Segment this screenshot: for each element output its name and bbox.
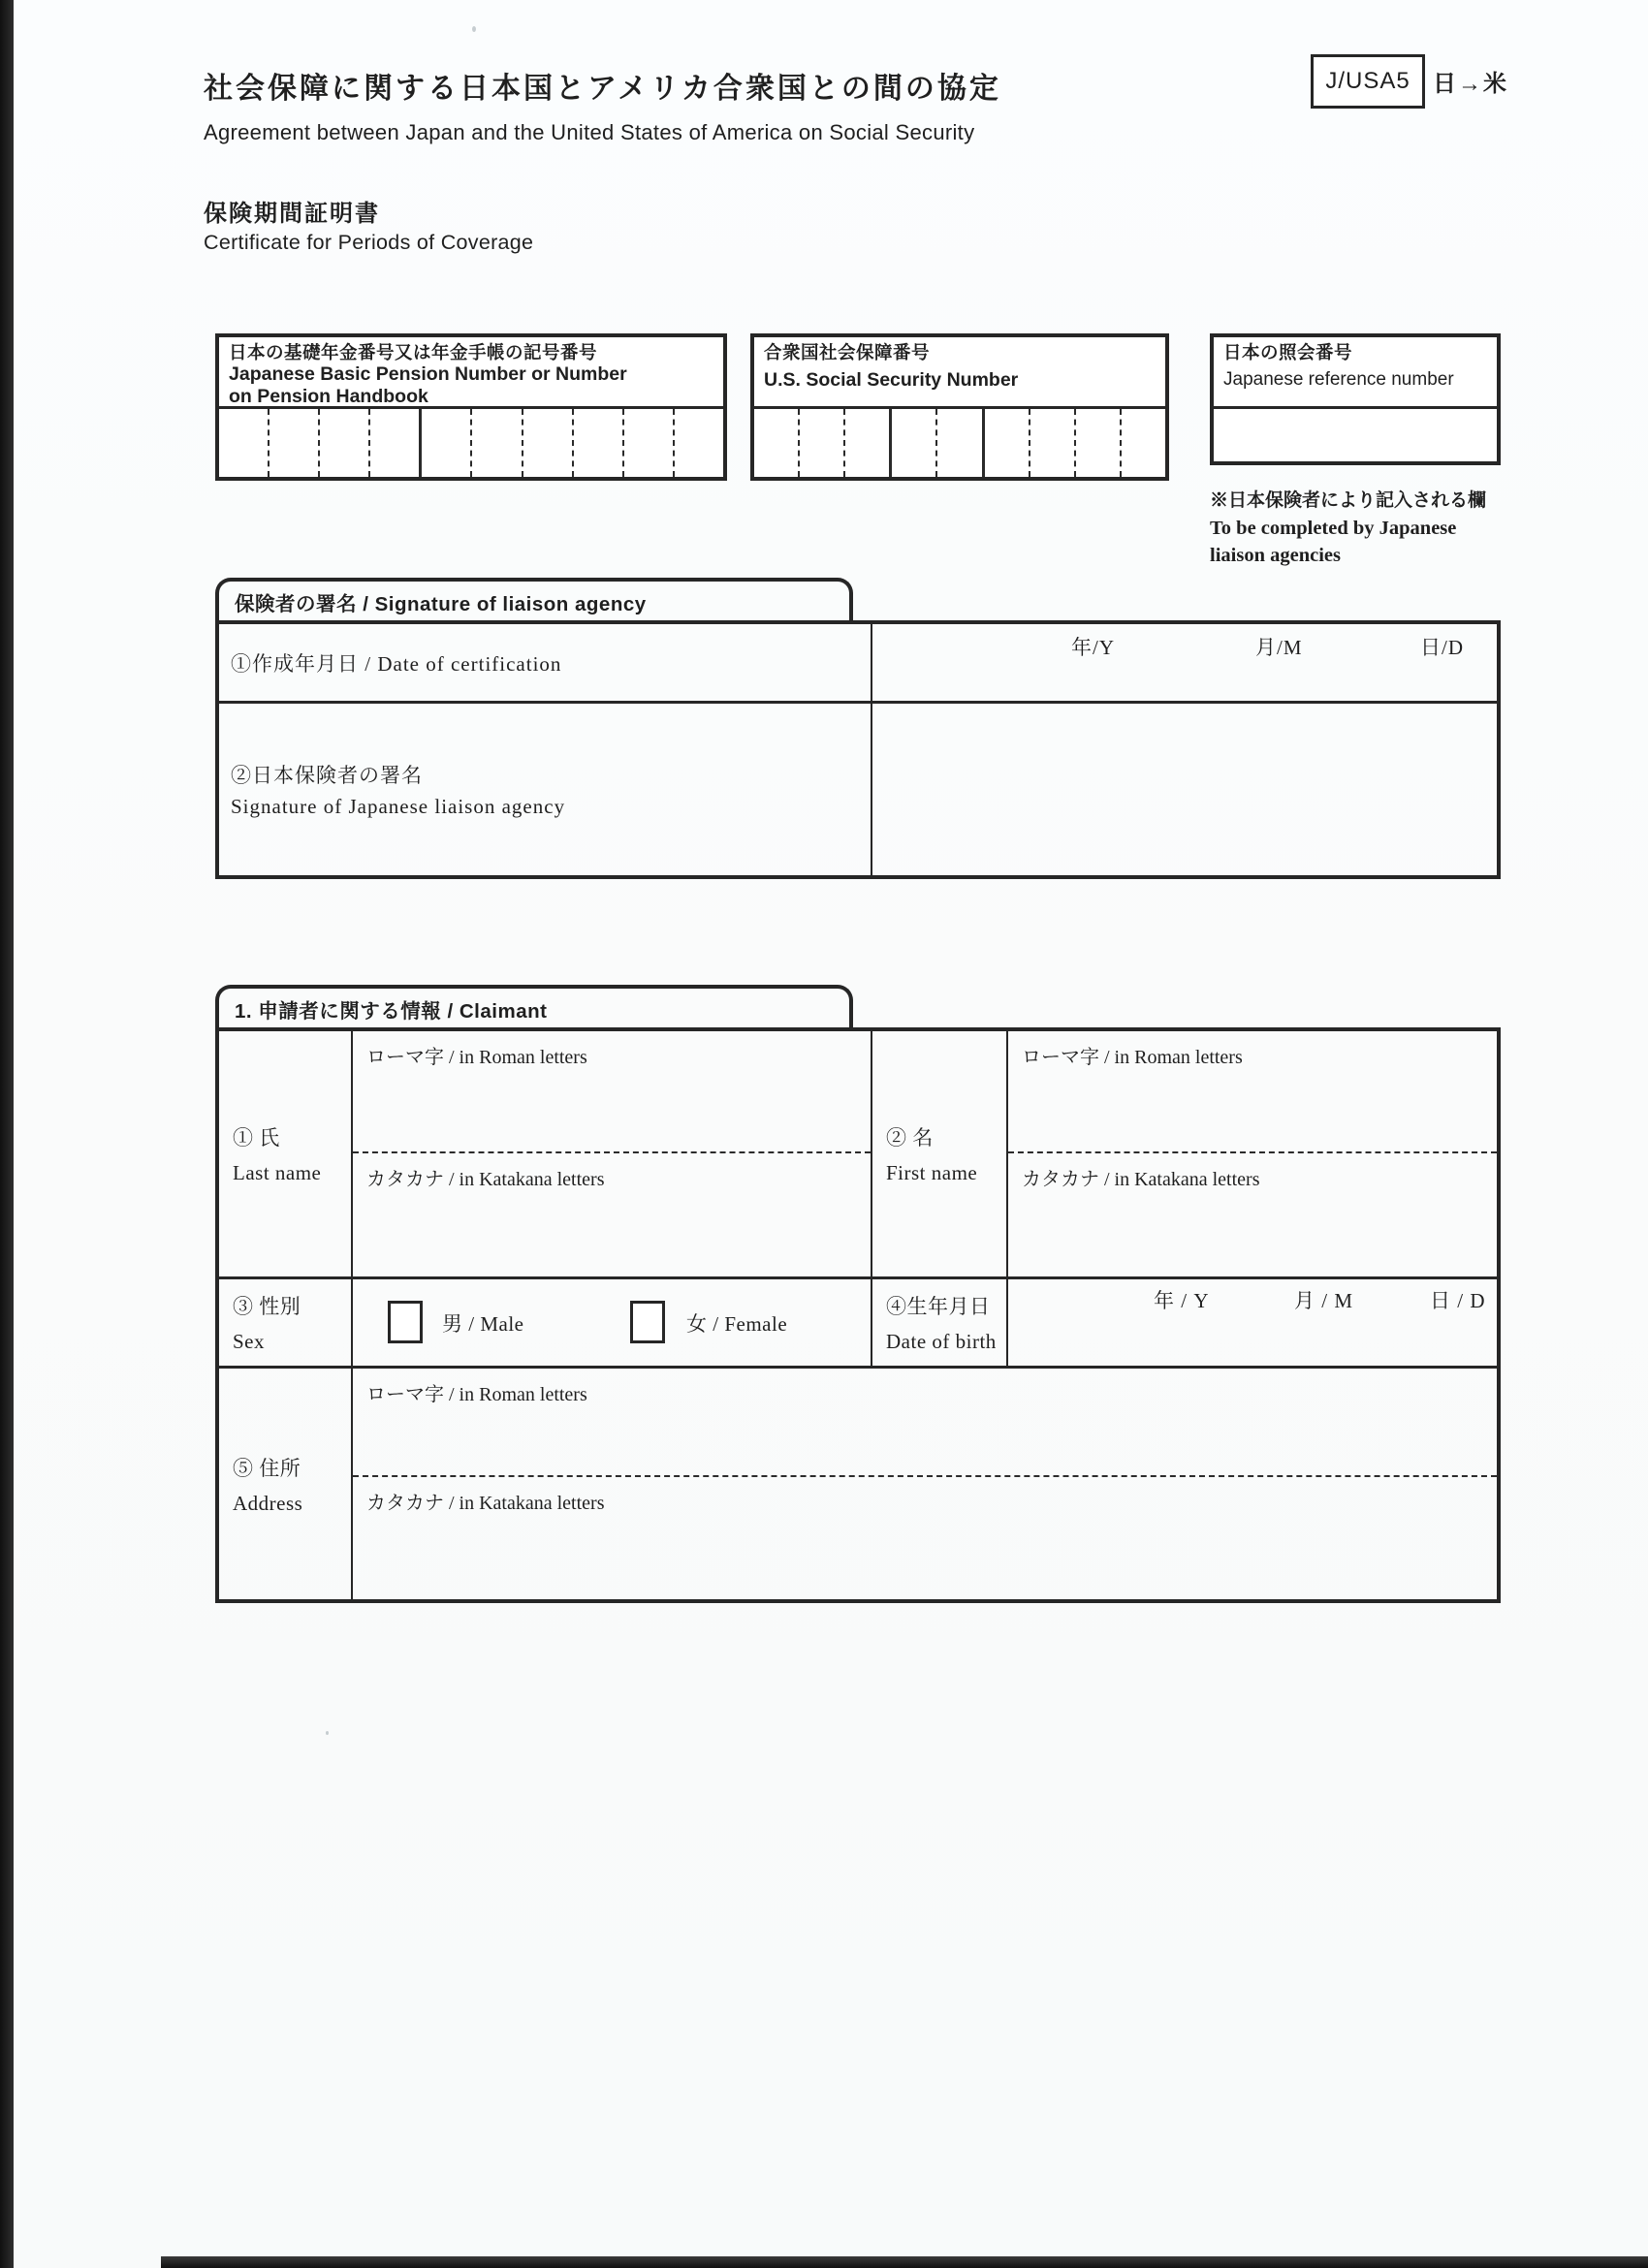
first-name-katakana-field[interactable] bbox=[1008, 1153, 1497, 1276]
agency-signature-row bbox=[219, 704, 1497, 875]
digit-cell[interactable] bbox=[754, 409, 798, 477]
digit-cell[interactable] bbox=[219, 409, 268, 477]
signature-section-title: 保険者の署名 / Signature of liaison agency bbox=[235, 593, 647, 615]
pension-number-box bbox=[215, 333, 727, 481]
signature-table bbox=[215, 620, 1501, 879]
female-checkbox[interactable] bbox=[630, 1301, 665, 1343]
ssn-label-jp: 合衆国社会保障番号 bbox=[764, 342, 931, 362]
digit-cell[interactable] bbox=[673, 409, 723, 477]
ssn-cells[interactable] bbox=[754, 409, 1165, 477]
roman-letters-label: ローマ字 / in Roman letters bbox=[366, 1384, 587, 1405]
form-title-japanese: 社会保障に関する日本国とアメリカ合衆国との間の協定 bbox=[204, 73, 1001, 105]
scan-edge-bottom bbox=[161, 2256, 1648, 2268]
address-row bbox=[219, 1369, 1497, 1599]
pension-number-label-en-2: on Pension Handbook bbox=[229, 385, 428, 407]
agency-signature-label-en: Signature of Japanese liaison agency bbox=[231, 795, 566, 818]
digit-cell[interactable] bbox=[798, 409, 843, 477]
digit-cell[interactable] bbox=[843, 409, 889, 477]
claimant-table bbox=[215, 1027, 1501, 1603]
digit-cell[interactable] bbox=[522, 409, 572, 477]
sex-dob-row bbox=[219, 1279, 1497, 1369]
last-name-label bbox=[219, 1031, 351, 1276]
first-name-label-en: First name bbox=[886, 1161, 978, 1184]
year-unit-label: 年 / Y bbox=[1154, 1289, 1210, 1312]
last-name-label-jp: ① 氏 bbox=[233, 1126, 280, 1150]
dob-label-jp: ④生年月日 bbox=[886, 1295, 991, 1318]
digit-cell[interactable] bbox=[935, 409, 981, 477]
document-title-japanese: 保険期間証明書 bbox=[204, 201, 380, 227]
certification-date-row bbox=[219, 624, 1497, 704]
first-name-label bbox=[871, 1031, 1006, 1276]
ssn-header bbox=[754, 337, 1165, 409]
katakana-letters-label: カタカナ / in Katakana letters bbox=[366, 1493, 605, 1514]
direction-label: 日→米 bbox=[1433, 71, 1508, 97]
dob-label bbox=[871, 1279, 1006, 1366]
digit-cell[interactable] bbox=[889, 409, 935, 477]
claimant-section-title: 1. 申請者に関する情報 / Claimant bbox=[235, 1000, 548, 1023]
male-checkbox[interactable] bbox=[388, 1301, 423, 1343]
form-title-english: Agreement between Japan and the United States of America on Social Security bbox=[204, 120, 975, 144]
katakana-letters-label: カタカナ / in Katakana letters bbox=[366, 1169, 605, 1190]
reference-number-label-jp: 日本の照会番号 bbox=[1223, 342, 1353, 362]
ssn-label-en: U.S. Social Security Number bbox=[764, 368, 1019, 391]
digit-cell[interactable] bbox=[622, 409, 673, 477]
certification-date-label: ①作成年月日 / Date of certification bbox=[219, 624, 872, 701]
sex-cell bbox=[351, 1279, 871, 1366]
digit-cell[interactable] bbox=[368, 409, 419, 477]
female-checkbox-label: 女 / Female bbox=[686, 1311, 788, 1336]
liaison-note-jp: ※日本保険者により記入される欄 bbox=[1210, 490, 1487, 511]
agency-signature-field[interactable] bbox=[872, 704, 1497, 875]
form-code-box bbox=[1311, 54, 1425, 109]
pension-number-cells[interactable] bbox=[219, 409, 723, 477]
ssn-box bbox=[750, 333, 1169, 481]
reference-number-label-en: Japanese reference number bbox=[1223, 368, 1454, 390]
katakana-letters-label: カタカナ / in Katakana letters bbox=[1022, 1169, 1260, 1190]
sex-label-jp: ③ 性別 bbox=[233, 1295, 301, 1318]
day-unit-label: 日 / D bbox=[1430, 1289, 1486, 1312]
agency-signature-label-jp: ②日本保険者の署名 bbox=[231, 764, 423, 787]
year-unit-label: 年/Y bbox=[1071, 636, 1115, 659]
digit-cell[interactable] bbox=[572, 409, 622, 477]
last-name-cell bbox=[351, 1031, 871, 1276]
day-unit-label: 日/D bbox=[1420, 636, 1464, 659]
claimant-section-tab bbox=[215, 985, 853, 1029]
digit-cell[interactable] bbox=[1120, 409, 1165, 477]
address-cell bbox=[351, 1369, 1497, 1599]
month-unit-label: 月 / M bbox=[1294, 1289, 1354, 1312]
address-label bbox=[219, 1369, 351, 1599]
agency-signature-label bbox=[219, 704, 872, 875]
signature-section-tab bbox=[215, 578, 853, 622]
last-name-katakana-field[interactable] bbox=[353, 1153, 871, 1276]
pension-number-label-en-1: Japanese Basic Pension Number or Number bbox=[229, 362, 627, 385]
address-katakana-field[interactable] bbox=[353, 1477, 1497, 1599]
last-name-label-en: Last name bbox=[233, 1161, 322, 1184]
first-name-roman-field[interactable] bbox=[1008, 1031, 1497, 1153]
form-code: J/USA5 bbox=[1325, 68, 1410, 94]
first-name-cell bbox=[1006, 1031, 1497, 1276]
digit-cell[interactable] bbox=[470, 409, 521, 477]
name-row bbox=[219, 1031, 1497, 1279]
liaison-note-en-2: liaison agencies bbox=[1210, 545, 1341, 567]
scan-edge-left bbox=[0, 0, 14, 2268]
sex-label bbox=[219, 1279, 351, 1366]
address-roman-field[interactable] bbox=[353, 1369, 1497, 1477]
last-name-roman-field[interactable] bbox=[353, 1031, 871, 1153]
digit-cell[interactable] bbox=[1074, 409, 1120, 477]
pension-number-label-jp: 日本の基礎年金番号又は年金手帳の記号番号 bbox=[229, 342, 598, 362]
month-unit-label: 月/M bbox=[1255, 636, 1303, 659]
digit-cell[interactable] bbox=[1029, 409, 1074, 477]
roman-letters-label: ローマ字 / in Roman letters bbox=[1022, 1047, 1243, 1068]
reference-number-field[interactable] bbox=[1214, 409, 1497, 461]
scan-speck bbox=[326, 1731, 329, 1735]
first-name-label-jp: ② 名 bbox=[886, 1126, 934, 1150]
address-label-en: Address bbox=[233, 1491, 303, 1515]
reference-number-box bbox=[1210, 333, 1501, 465]
address-label-jp: ⑤ 住所 bbox=[233, 1456, 301, 1480]
digit-cell[interactable] bbox=[419, 409, 470, 477]
sex-label-en: Sex bbox=[233, 1330, 265, 1353]
document-title-english: Certificate for Periods of Coverage bbox=[204, 231, 534, 254]
pension-number-header bbox=[219, 337, 723, 409]
dob-label-en: Date of birth bbox=[886, 1330, 997, 1353]
certification-date-field[interactable] bbox=[872, 624, 1497, 701]
male-checkbox-label: 男 / Male bbox=[442, 1311, 524, 1336]
roman-letters-label: ローマ字 / in Roman letters bbox=[366, 1047, 587, 1068]
liaison-note bbox=[1210, 488, 1486, 570]
digit-cell[interactable] bbox=[982, 409, 1029, 477]
digit-cell[interactable] bbox=[318, 409, 368, 477]
scan-speck bbox=[472, 26, 476, 32]
reference-number-header bbox=[1214, 337, 1497, 409]
dob-field[interactable] bbox=[1006, 1279, 1497, 1366]
liaison-note-en-1: To be completed by Japanese bbox=[1210, 517, 1457, 539]
digit-cell[interactable] bbox=[268, 409, 318, 477]
